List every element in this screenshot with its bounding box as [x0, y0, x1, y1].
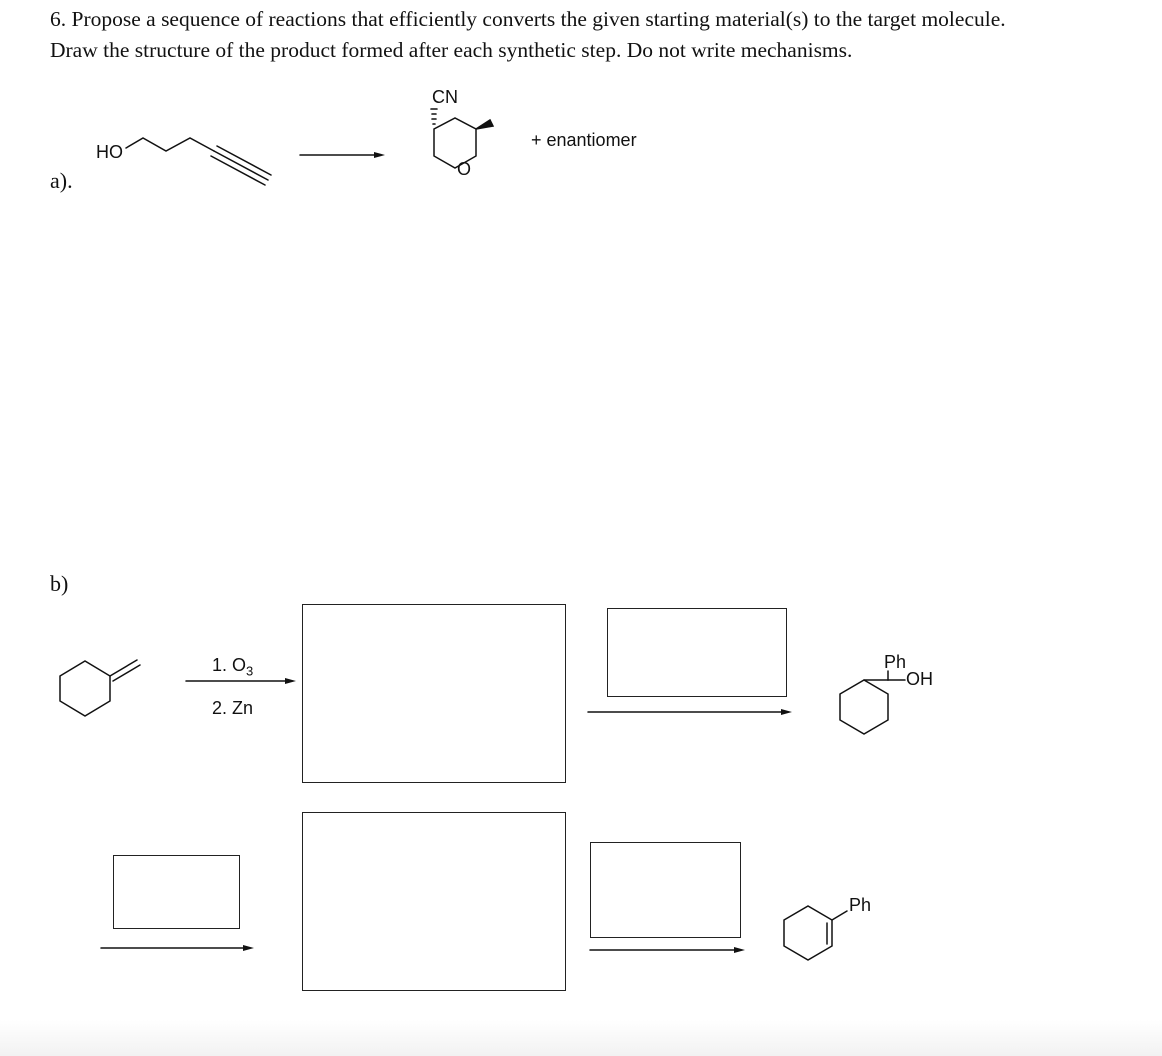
target-ring	[434, 118, 476, 168]
start-hydroxyl-label: HO	[96, 142, 123, 162]
part-a-arrow	[300, 152, 385, 158]
page-bottom-shade	[0, 1020, 1162, 1056]
start-material-chain	[126, 138, 214, 151]
second-step-arrow	[588, 709, 792, 715]
solid-wedge	[476, 120, 493, 129]
fourth-step-arrow	[590, 947, 745, 953]
cyclohexene-ring	[784, 906, 832, 960]
reagent-ozone	[212, 655, 253, 679]
reagent-zinc: 2. Zn	[212, 698, 254, 718]
third-step-arrow	[101, 945, 254, 951]
question-line-1: 6. Propose a sequence of reactions that efficiently converts the given starting material(s) to the target molecule.	[50, 7, 1006, 31]
phenyl-label-bottom: Ph	[849, 895, 872, 915]
answer-box-2[interactable]	[302, 812, 566, 991]
hashed-wedge	[431, 109, 437, 124]
phenyl-label-top: Ph	[884, 652, 907, 672]
alkyne-bond	[214, 151, 268, 180]
ozonolysis-arrow	[186, 678, 296, 684]
reagent-box-2[interactable]	[113, 855, 240, 929]
nitrile-label: CN	[432, 87, 458, 107]
hydroxyl-label: OH	[906, 669, 933, 689]
reagent-ozone-text: 1. O	[212, 655, 247, 675]
cyclohexane-ring	[60, 661, 110, 716]
ring-oxygen-label: O	[457, 159, 472, 179]
reagent-box-3[interactable]	[590, 842, 741, 938]
question-line-2: Draw the structure of the product formed after each synthetic step. Do not write mechanisms.	[50, 38, 853, 62]
enantiomer-note: + enantiomer	[531, 130, 637, 150]
part-b-label: b)	[50, 571, 69, 596]
exocyclic-double-bond	[110, 660, 137, 676]
answer-box-1[interactable]	[302, 604, 566, 783]
reagent-box-1[interactable]	[607, 608, 787, 697]
part-a-label: a).	[50, 168, 73, 193]
alcohol-product-ring	[840, 680, 888, 734]
reagent-ozone-subscript: 3	[246, 663, 254, 679]
